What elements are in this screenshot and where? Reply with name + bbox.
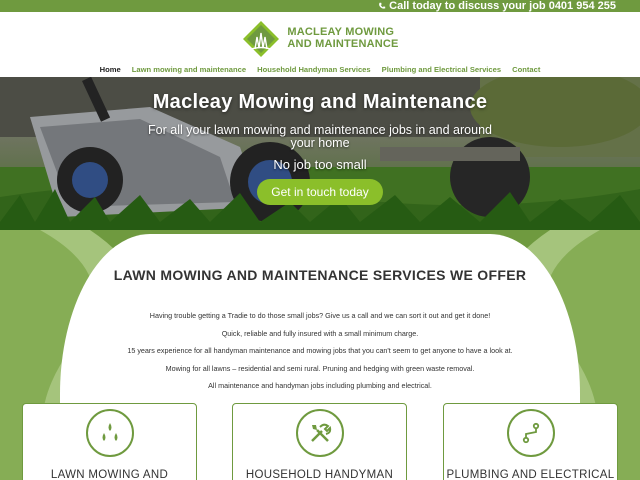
nav-contact[interactable]: Contact: [512, 65, 541, 74]
logo-icon[interactable]: [241, 19, 281, 57]
get-in-touch-button[interactable]: Get in touch today: [257, 179, 382, 205]
services-description: [0, 310, 640, 398]
call-to-action-phone[interactable]: Call today to discuss your job 0401 954 255: [389, 0, 616, 12]
services-line: Quick, reliable and fully insured with a small minimum charge.: [221, 328, 419, 338]
water-drops-icon: [98, 421, 122, 445]
nav-handyman[interactable]: Household Handyman Services: [257, 65, 371, 74]
nav-lawn-mowing[interactable]: Lawn mowing and maintenance: [131, 65, 247, 74]
services-line: 15 years experience for all handyman maintenance and mowing jobs that you can't seem to get anyone to have a look at.: [127, 346, 513, 355]
site-header: [0, 15, 640, 60]
hero-subtitle: For all your lawn mowing and maintenance jobs in and around your home: [148, 123, 492, 150]
services-title: LAWN MOWING AND MAINTENANCE SERVICES WE OFFER: [113, 267, 527, 283]
nav-home[interactable]: Home: [99, 65, 121, 74]
service-card-label: HOUSEHOLD HANDYMAN: [245, 469, 394, 480]
services-line: Having trouble getting a Tradie to do those small jobs? Give us a call and we can sort it out and get it done!: [149, 311, 491, 320]
top-bar: [0, 0, 640, 12]
services-section: [0, 230, 640, 480]
logo-line-2: AND MAINTENANCE: [287, 37, 399, 50]
tools-icon: [308, 421, 332, 445]
hero-tagline: No job too small: [273, 157, 367, 172]
service-card-label: LAWN MOWING AND: [50, 469, 169, 480]
phone-icon: [378, 2, 386, 10]
service-icon-circle: [86, 409, 134, 457]
nav-plumbing-electrical[interactable]: Plumbing and Electrical Services: [381, 65, 502, 74]
hero-content: [0, 91, 640, 205]
service-card-lawn[interactable]: [22, 403, 197, 480]
logo-line-1: MACLEAY MOWING: [287, 25, 395, 38]
hero-banner: [0, 77, 640, 230]
circuit-icon: [519, 421, 543, 445]
service-icon-circle: [507, 409, 555, 457]
service-card-handyman[interactable]: [232, 403, 407, 480]
service-card-label: PLUMBING AND ELECTRICAL: [446, 469, 615, 480]
services-line: All maintenance and handyman jobs including plumbing and electrical.: [208, 381, 432, 390]
logo-text[interactable]: [287, 26, 398, 50]
services-line: Mowing for all lawns – residential and semi rural. Pruning and hedging with green waste removal.: [165, 363, 475, 373]
service-card-plumbing-electrical[interactable]: [443, 403, 618, 480]
hero-title: Macleay Mowing and Maintenance: [152, 91, 488, 113]
service-icon-circle: [296, 409, 344, 457]
